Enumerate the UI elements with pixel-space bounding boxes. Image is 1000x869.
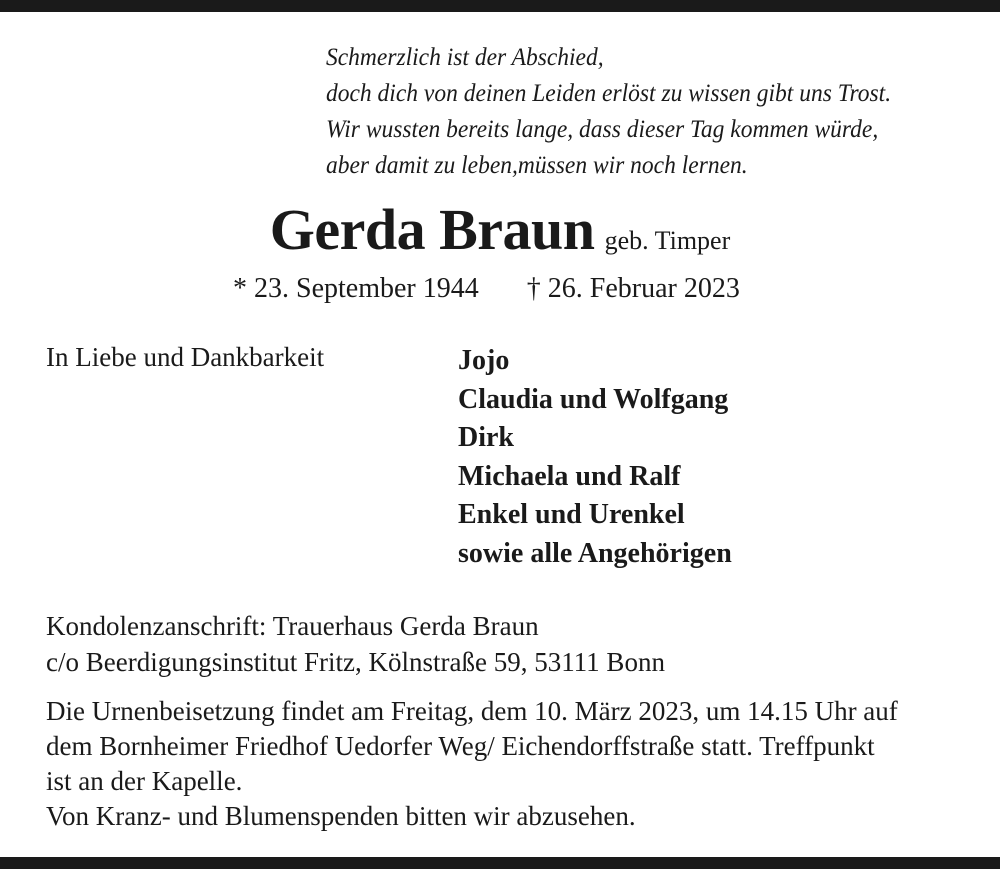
notice-line: dem Bornheimer Friedhof Uedorfer Weg/ Eichendorffstraße statt. Treffpunkt: [46, 731, 875, 761]
address-line: c/o Beerdigungsinstitut Fritz, Kölnstraße 59, 53111 Bonn: [46, 647, 665, 677]
condolence-address: [46, 608, 665, 680]
poem-line: Schmerzlich ist der Abschied,: [326, 44, 604, 71]
funeral-notice: [46, 694, 898, 834]
mourner-name: Enkel und Urenkel: [458, 499, 685, 530]
birth-name: geb. Timper: [604, 226, 731, 255]
mourners-list: [458, 342, 732, 573]
deceased-name-row: [0, 196, 1000, 263]
poem-line: doch dich von deinen Leiden erlöst zu wissen gibt uns Trost.: [326, 80, 892, 107]
address-line: Kondolenzanschrift: Trauerhaus Gerda Braun: [46, 611, 539, 641]
notice-line: Von Kranz- und Blumenspenden bitten wir abzusehen.: [46, 801, 636, 831]
deceased-name: Gerda Braun: [269, 197, 595, 262]
notice-line: ist an der Kapelle.: [46, 766, 243, 796]
mourner-name: Claudia und Wolfgang: [458, 383, 729, 415]
mourner-name: Dirk: [458, 422, 514, 453]
poem-line: Wir wussten bereits lange, dass dieser Tag kommen würde,: [326, 116, 879, 143]
poem: [326, 40, 891, 184]
mourner-name: Jojo: [458, 345, 510, 376]
life-dates: [233, 273, 740, 305]
poem-line: aber damit zu leben,müssen wir noch lernen.: [326, 152, 748, 179]
notice-line: Die Urnenbeisetzung findet am Freitag, dem 10. März 2023, um 14.15 Uhr auf: [46, 696, 898, 726]
death-date: † 26. Februar 2023: [526, 273, 740, 304]
birth-date: * 23. September 1944: [233, 273, 479, 304]
mourners-intro: In Liebe und Dankbarkeit: [46, 342, 325, 372]
mourner-name: Michaela und Ralf: [458, 460, 681, 492]
mourner-name: sowie alle Angehörigen: [458, 537, 732, 569]
